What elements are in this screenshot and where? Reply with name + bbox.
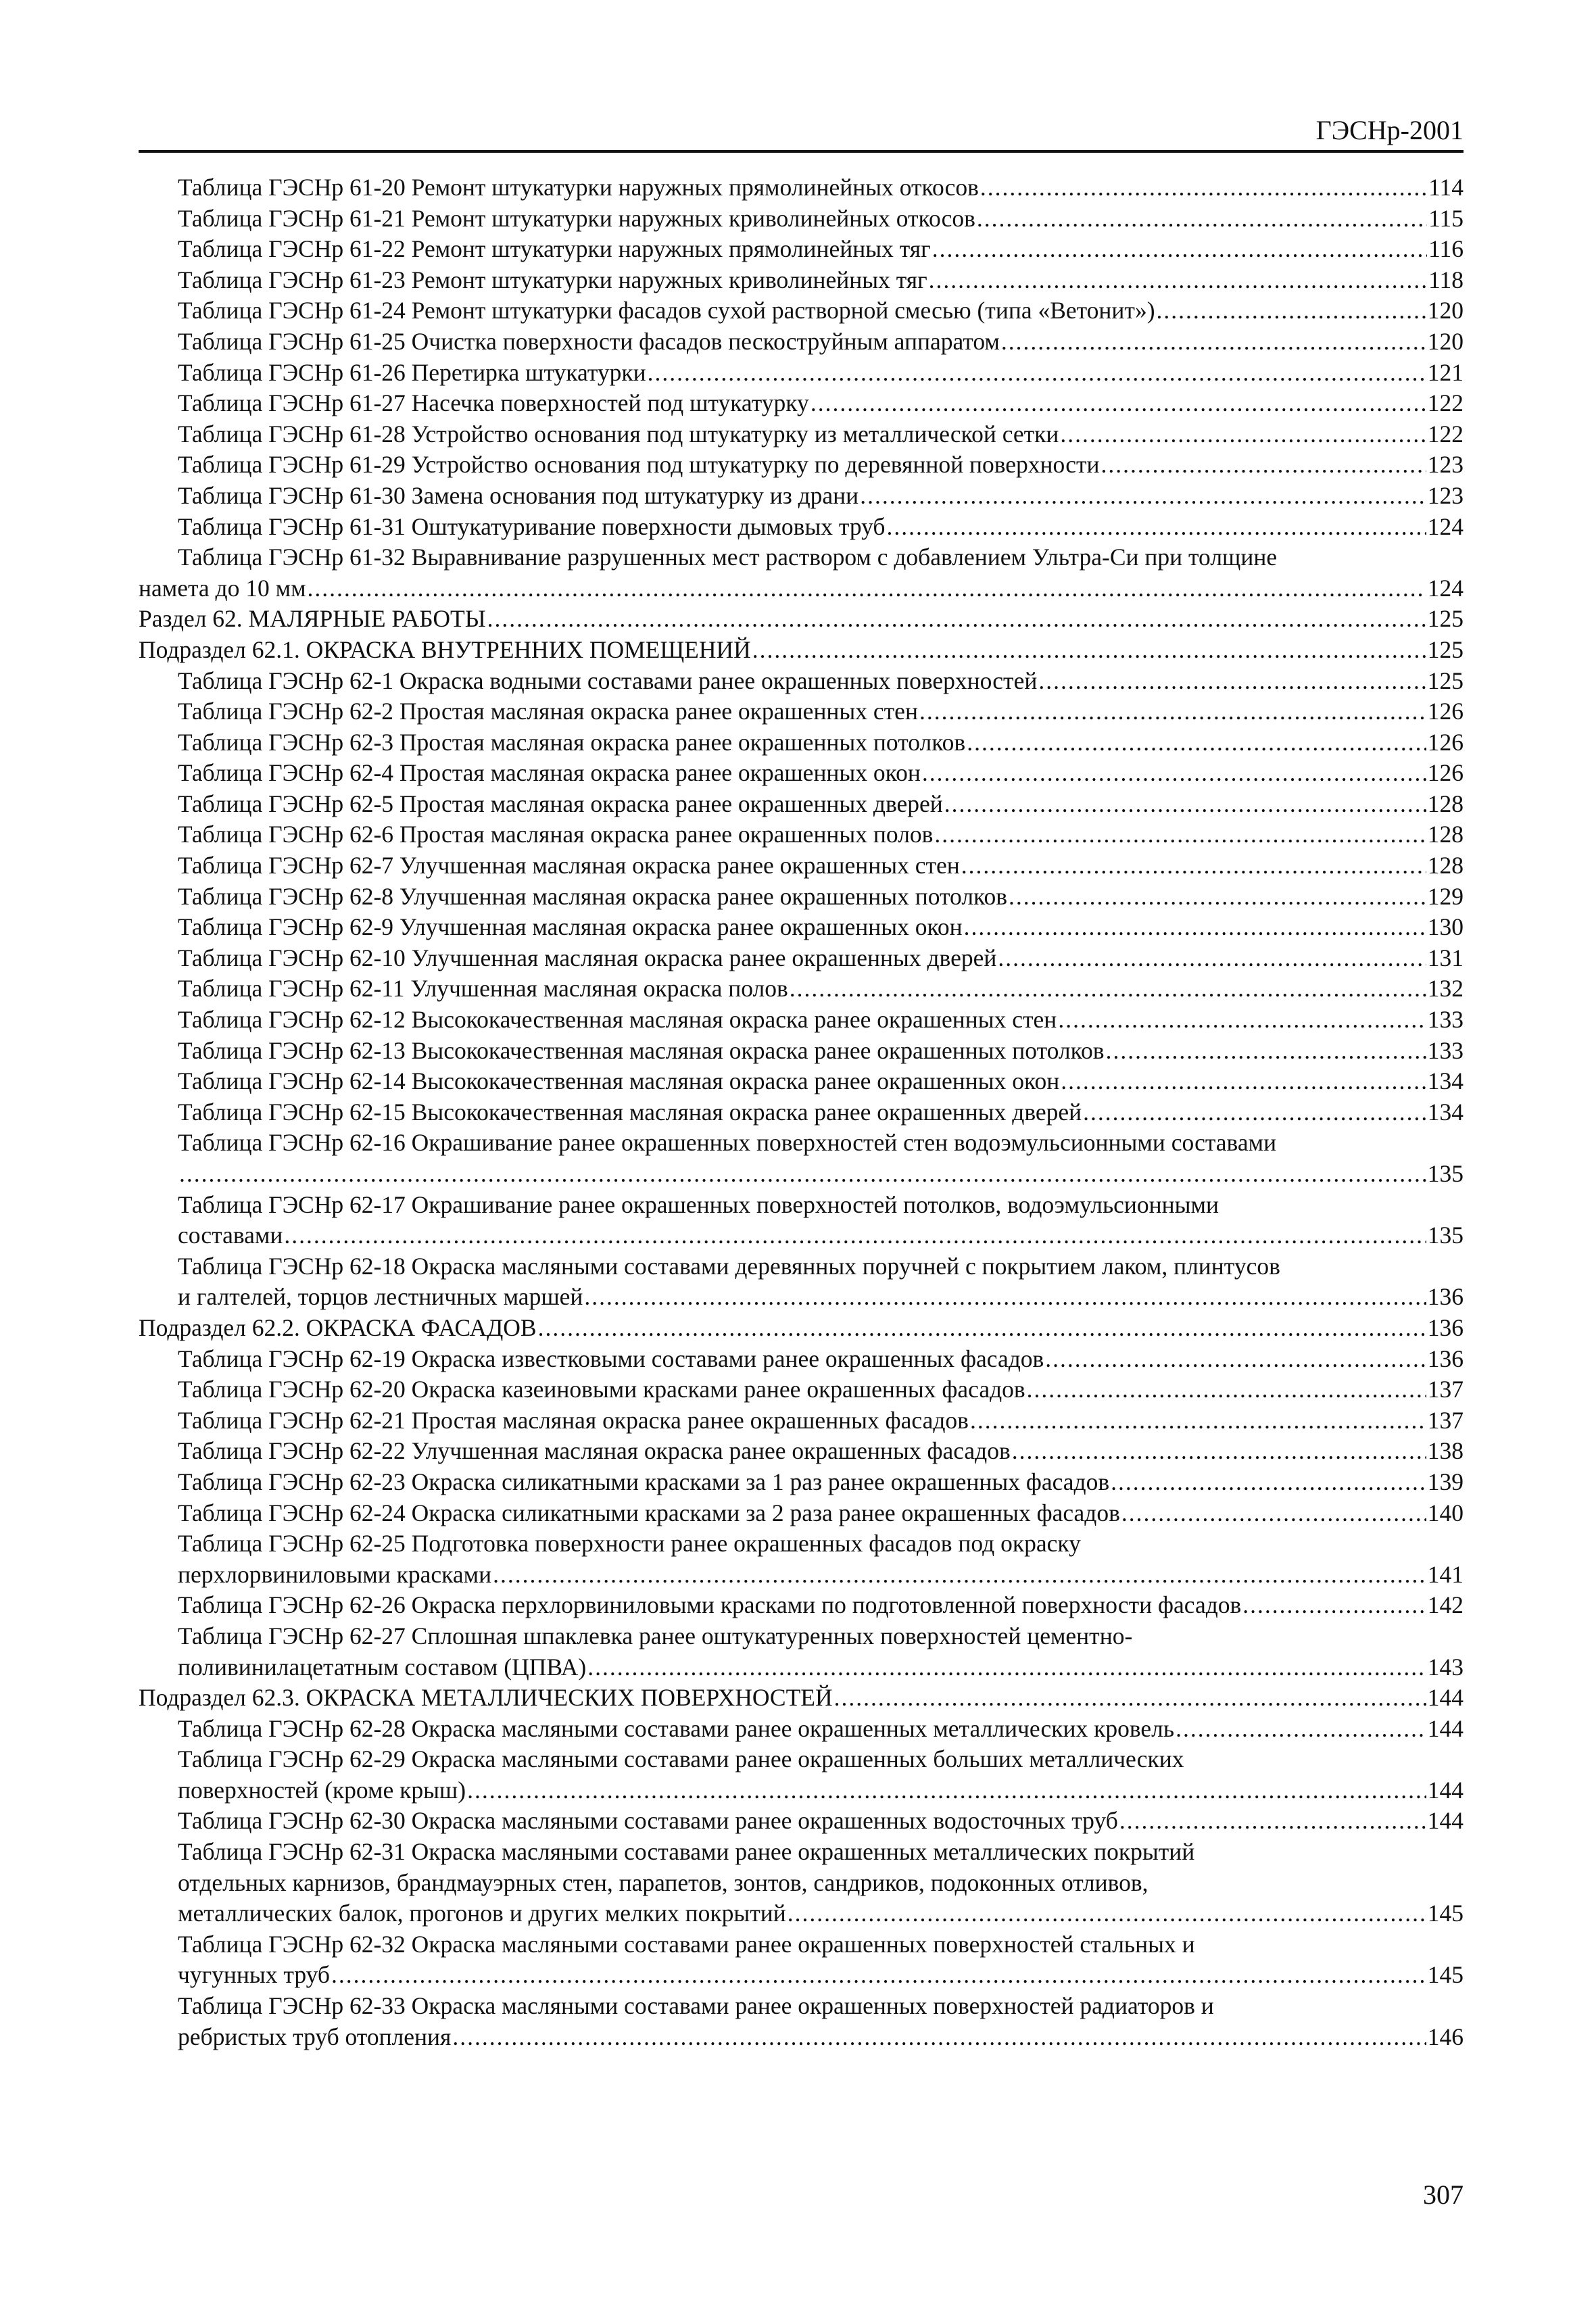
toc-page-number: 129 — [1427, 882, 1464, 910]
toc-entry-text: Таблица ГЭСНр 62-32 Окраска масляными составами ранее окрашенных поверхностей стальных и — [178, 1930, 1195, 1958]
toc-entry-title: Таблица ГЭСНр 61-30 Замена основания под штукатурку из драни — [178, 481, 859, 509]
toc-leader-dots — [1176, 1714, 1426, 1745]
toc-entry-title: Таблица ГЭСНр 62-14 Высококачественная масляная окраска ранее окрашенных окон — [178, 1067, 1060, 1095]
toc-leader-dots — [467, 1775, 1426, 1806]
toc-entry-text: Таблица ГЭСНр 62-33 Окраска масляными составами ранее окрашенных поверхностей радиаторов и — [178, 1992, 1214, 2020]
toc-leader-dots — [919, 696, 1426, 727]
toc-table-entry[interactable] — [139, 234, 1464, 265]
toc-table-entry[interactable] — [139, 1498, 1464, 1529]
toc-entry-title: чугунных труб — [178, 1961, 330, 1989]
toc-table-entry[interactable] — [139, 1374, 1464, 1405]
toc-entry-title: Таблица ГЭСНр 61-20 Ремонт штукатурки наружных прямолинейных откосов — [178, 174, 979, 201]
toc-page-number: 128 — [1427, 790, 1464, 817]
toc-entry-text: Таблица ГЭСНр 62-18 Окраска масляными составами деревянных поручней с покрытием лаком, плинтусов — [178, 1252, 1280, 1280]
toc-leader-dots — [1060, 419, 1426, 450]
toc-leader-dots — [860, 481, 1426, 512]
toc-entry-title: намета до 10 мм — [139, 574, 306, 602]
toc-page-number: 142 — [1427, 1591, 1464, 1619]
toc-leader-dots — [1009, 882, 1426, 913]
toc-leader-dots — [1242, 1590, 1426, 1621]
toc-entry-title: составами — [178, 1222, 283, 1249]
toc-entry-text: Таблица ГЭСНр 62-17 Окрашивание ранее окрашенных поверхностей потолков, водоэмульсионными — [178, 1190, 1219, 1218]
toc-entry-line — [139, 542, 1464, 573]
toc-page-number: 126 — [1427, 728, 1464, 756]
toc-table-entry[interactable] — [139, 1898, 1464, 1929]
toc-entry-title: Таблица ГЭСНр 62-9 Улучшенная масляная окраска ранее окрашенных окон — [178, 913, 963, 941]
toc-entry-title: Таблица ГЭСНр 62-13 Высококачественная масляная окраска ранее окрашенных потолков — [178, 1036, 1105, 1064]
toc-entry-line — [139, 1528, 1464, 1560]
toc-page-number: 115 — [1428, 204, 1464, 232]
toc-leader-dots — [331, 1960, 1426, 1991]
toc-page-number: 131 — [1427, 944, 1464, 971]
toc-page-number: 128 — [1427, 852, 1464, 879]
toc-table-entry[interactable] — [139, 419, 1464, 450]
toc-page-number: 144 — [1427, 1714, 1464, 1742]
toc-page-number: 137 — [1427, 1376, 1464, 1403]
toc-leader-dots — [1121, 1498, 1426, 1529]
page-number: 307 — [1423, 2179, 1464, 2210]
toc-table-entry[interactable] — [139, 1282, 1464, 1313]
toc-leader-dots — [1119, 1806, 1426, 1837]
toc-table-entry[interactable] — [139, 882, 1464, 913]
toc-entry-line — [139, 1128, 1464, 1159]
toc-table-entry[interactable] — [139, 1652, 1464, 1683]
toc-entry-title: Таблица ГЭСНр 62-15 Высококачественная масляная окраска ранее окрашенных дверей — [178, 1098, 1082, 1126]
toc-entry-title: Подраздел 62.1. ОКРАСКА ВНУТРЕННИХ ПОМЕЩЕНИЙ — [139, 635, 751, 663]
toc-table-entry[interactable] — [139, 943, 1464, 974]
toc-leader-dots — [1106, 1036, 1426, 1067]
toc-page-number: 128 — [1427, 821, 1464, 848]
toc-leader-dots — [834, 1683, 1426, 1714]
toc-leader-dots — [179, 1159, 1426, 1190]
toc-page-number: 134 — [1427, 1098, 1464, 1126]
toc-entry-line — [139, 1991, 1464, 2022]
toc-leader-dots — [493, 1560, 1426, 1591]
toc-leader-dots — [1012, 1436, 1426, 1467]
toc-table-entry[interactable] — [139, 327, 1464, 358]
toc-leader-dots — [308, 573, 1426, 604]
toc-page-number: 145 — [1427, 1900, 1464, 1927]
toc-leader-dots — [964, 912, 1426, 943]
toc-table-entry[interactable] — [139, 1960, 1464, 1991]
toc-entry-line — [139, 1837, 1464, 1868]
toc-leader-dots — [648, 358, 1426, 389]
toc-entry-title: Таблица ГЭСНр 61-21 Ремонт штукатурки наружных криволинейных откосов — [178, 204, 975, 232]
toc-entry-title: Таблица ГЭСНр 62-8 Улучшенная масляная окраска ранее окрашенных потолков — [178, 882, 1008, 910]
toc-table-entry[interactable] — [139, 265, 1464, 296]
table-of-contents — [139, 172, 1464, 2052]
toc-table-entry[interactable] — [139, 573, 1464, 604]
toc-page-number: 124 — [1427, 574, 1464, 602]
toc-table-entry[interactable] — [139, 1560, 1464, 1591]
toc-section-entry[interactable] — [139, 604, 1464, 635]
toc-leader-dots — [1001, 327, 1426, 358]
toc-leader-dots — [584, 1282, 1426, 1313]
toc-page-number: 123 — [1427, 451, 1464, 479]
toc-table-entry[interactable] — [139, 758, 1464, 789]
toc-leader-dots — [284, 1220, 1426, 1251]
toc-table-entry[interactable] — [139, 295, 1464, 327]
toc-page-number: 120 — [1427, 297, 1464, 324]
toc-entry-title: Таблица ГЭСНр 61-27 Насечка поверхностей под штукатурку — [178, 389, 809, 417]
toc-entry-text: Таблица ГЭСНр 62-31 Окраска масляными составами ранее окрашенных металлических покрытий — [178, 1838, 1195, 1866]
toc-page-number: 145 — [1427, 1961, 1464, 1989]
toc-page-number: 132 — [1427, 975, 1464, 1003]
page-header — [139, 108, 1464, 153]
toc-table-entry[interactable] — [139, 1590, 1464, 1621]
toc-entry-line — [139, 1190, 1464, 1221]
toc-entry-title: Таблица ГЭСНр 62-3 Простая масляная окраска ранее окрашенных потолков — [178, 728, 966, 756]
toc-page-number: 123 — [1427, 481, 1464, 509]
toc-page-number: 136 — [1427, 1313, 1464, 1341]
toc-table-entry[interactable] — [139, 819, 1464, 850]
toc-table-entry[interactable] — [139, 1405, 1464, 1437]
toc-table-entry[interactable] — [139, 912, 1464, 943]
toc-table-entry[interactable] — [139, 1097, 1464, 1128]
toc-page-number: 136 — [1427, 1283, 1464, 1311]
toc-entry-title: Таблица ГЭСНр 61-29 Устройство основания под штукатурку по деревянной поверхности — [178, 451, 1100, 479]
toc-table-entry[interactable] — [139, 172, 1464, 203]
toc-table-entry[interactable] — [139, 1066, 1464, 1097]
toc-page-number: 125 — [1427, 667, 1464, 694]
toc-table-entry[interactable] — [139, 358, 1464, 389]
toc-entry-title: Таблица ГЭСНр 61-28 Устройство основания под штукатурку из металлической сетки — [178, 420, 1059, 448]
toc-table-entry[interactable] — [139, 1159, 1464, 1190]
toc-page-number: 144 — [1427, 1807, 1464, 1835]
toc-page-number: 146 — [1427, 2023, 1464, 2050]
toc-entry-title: Таблица ГЭСНр 62-7 Улучшенная масляная окраска ранее окрашенных стен — [178, 852, 960, 879]
toc-page-number: 144 — [1427, 1776, 1464, 1804]
toc-page-number: 121 — [1427, 358, 1464, 386]
toc-entry-title: Таблица ГЭСНр 61-24 Ремонт штукатурки фасадов сухой растворной смесью (типа «Ветонит») — [178, 297, 1155, 324]
toc-table-entry[interactable] — [139, 203, 1464, 235]
toc-page-number: 135 — [1427, 1160, 1464, 1187]
toc-entry-line — [139, 1251, 1464, 1282]
toc-page-number: 134 — [1427, 1067, 1464, 1095]
toc-leader-dots — [1111, 1467, 1426, 1498]
toc-entry-title: поверхностей (кроме крыш) — [178, 1776, 466, 1804]
header-title: ГЭСНр-2001 — [1315, 115, 1464, 145]
toc-entry-line — [139, 1621, 1464, 1652]
toc-table-entry[interactable] — [139, 1806, 1464, 1837]
toc-leader-dots — [944, 789, 1426, 820]
toc-page-number: 122 — [1427, 420, 1464, 448]
toc-table-entry[interactable] — [139, 2022, 1464, 2053]
toc-leader-dots — [932, 234, 1427, 265]
toc-entry-title: Таблица ГЭСНр 62-23 Окраска силикатными красками за 1 раз ранее окрашенных фасадов — [178, 1468, 1110, 1495]
toc-page-number: 140 — [1427, 1499, 1464, 1526]
toc-entry-text: Таблица ГЭСНр 62-27 Сплошная шпаклевка ранее оштукатуренных поверхностей цементно- — [178, 1622, 1133, 1649]
toc-entry-title: перхлорвиниловыми красками — [178, 1560, 492, 1588]
toc-leader-dots — [967, 727, 1426, 758]
toc-table-entry[interactable] — [139, 850, 1464, 882]
toc-entry-title: Таблица ГЭСНр 62-2 Простая масляная окраска ранее окрашенных стен — [178, 698, 918, 725]
toc-table-entry[interactable] — [139, 696, 1464, 727]
toc-leader-dots — [1038, 666, 1426, 697]
toc-entry-title: Таблица ГЭСНр 62-28 Окраска масляными составами ранее окрашенных металлических кровель — [178, 1714, 1175, 1742]
toc-entry-title: Таблица ГЭСНр 62-4 Простая масляная окраска ранее окрашенных окон — [178, 759, 921, 787]
toc-page-number: 133 — [1427, 1006, 1464, 1034]
toc-leader-dots — [790, 973, 1426, 1005]
toc-page-number: 118 — [1428, 266, 1464, 293]
toc-leader-dots — [977, 203, 1427, 235]
toc-table-entry[interactable] — [139, 973, 1464, 1005]
toc-page-number: 137 — [1427, 1406, 1464, 1434]
toc-table-entry[interactable] — [139, 1714, 1464, 1745]
toc-entry-title: Подраздел 62.2. ОКРАСКА ФАСАДОВ — [139, 1313, 537, 1341]
toc-table-entry[interactable] — [139, 481, 1464, 512]
toc-leader-dots — [811, 388, 1426, 419]
toc-leader-dots — [1061, 1066, 1426, 1097]
toc-table-entry[interactable] — [139, 1005, 1464, 1036]
toc-entry-title: Таблица ГЭСНр 62-11 Улучшенная масляная окраска полов — [178, 975, 788, 1003]
toc-leader-dots — [1058, 1005, 1426, 1036]
toc-leader-dots — [1027, 1374, 1426, 1405]
toc-section-entry[interactable] — [139, 635, 1464, 666]
toc-leader-dots — [1101, 450, 1426, 481]
toc-page-number: 143 — [1427, 1653, 1464, 1681]
toc-entry-title: и галтелей, торцов лестничных маршей — [178, 1283, 583, 1311]
toc-page-number: 122 — [1427, 389, 1464, 417]
toc-table-entry[interactable] — [139, 450, 1464, 481]
toc-entry-title: Таблица ГЭСНр 62-24 Окраска силикатными красками за 2 раза ранее окрашенных фасадов — [178, 1499, 1120, 1526]
toc-page-number: 133 — [1427, 1036, 1464, 1064]
toc-page-number: 126 — [1427, 759, 1464, 787]
toc-entry-text: Таблица ГЭСНр 62-25 Подготовка поверхности ранее окрашенных фасадов под окраску — [178, 1530, 1081, 1558]
toc-table-entry[interactable] — [139, 789, 1464, 820]
toc-entry-title: Таблица ГЭСНр 62-1 Окраска водными составами ранее окрашенных поверхностей — [178, 667, 1038, 694]
toc-entry-title: поливинилацетатным составом (ЦПВА) — [178, 1653, 587, 1681]
toc-leader-dots — [538, 1313, 1426, 1344]
toc-page-number: 125 — [1427, 605, 1464, 633]
toc-page-number: 130 — [1427, 913, 1464, 941]
toc-leader-dots — [788, 1898, 1426, 1929]
toc-table-entry[interactable] — [139, 666, 1464, 697]
toc-entry-title: Таблица ГЭСНр 61-26 Перетирка штукатурки — [178, 358, 646, 386]
toc-entry-title: Таблица ГЭСНр 61-23 Ремонт штукатурки наружных криволинейных тяг — [178, 266, 927, 293]
toc-leader-dots — [934, 819, 1426, 850]
toc-entry-title: Таблица ГЭСНр 62-19 Окраска известковыми составами ранее окрашенных фасадов — [178, 1345, 1044, 1372]
toc-table-entry[interactable] — [139, 1775, 1464, 1806]
toc-entry-title: ребристых труб отопления — [178, 2023, 452, 2050]
toc-leader-dots — [970, 1405, 1426, 1437]
toc-leader-dots — [980, 172, 1427, 203]
toc-table-entry[interactable] — [139, 727, 1464, 758]
toc-entry-line — [139, 1929, 1464, 1960]
toc-page-number: 125 — [1427, 635, 1464, 663]
toc-entry-title: Подраздел 62.3. ОКРАСКА МЕТАЛЛИЧЕСКИХ ПОВЕРХНОСТЕЙ — [139, 1684, 833, 1712]
toc-entry-text: Таблица ГЭСНр 62-29 Окраска масляными составами ранее окрашенных больших металлических — [178, 1745, 1184, 1773]
toc-page-number: 120 — [1427, 327, 1464, 355]
toc-leader-dots — [961, 850, 1426, 882]
toc-leader-dots — [922, 758, 1426, 789]
toc-leader-dots — [487, 604, 1426, 635]
toc-entry-title: Таблица ГЭСНр 62-30 Окраска масляными составами ранее окрашенных водосточных труб — [178, 1807, 1118, 1835]
toc-section-entry[interactable] — [139, 1313, 1464, 1344]
toc-table-entry[interactable] — [139, 1436, 1464, 1467]
toc-entry-title: Таблица ГЭСНр 61-22 Ремонт штукатурки наружных прямолинейных тяг — [178, 235, 931, 263]
toc-entry-title: Таблица ГЭСНр 62-22 Улучшенная масляная окраска ранее окрашенных фасадов — [178, 1437, 1011, 1465]
toc-page-number: 114 — [1428, 174, 1464, 201]
toc-page-number: 116 — [1428, 235, 1464, 263]
toc-page-number: 135 — [1427, 1222, 1464, 1249]
toc-entry-line — [139, 1868, 1464, 1899]
toc-entry-title: Таблица ГЭСНр 62-12 Высококачественная масляная окраска ранее окрашенных стен — [178, 1006, 1057, 1034]
toc-entry-title: Таблица ГЭСНр 62-21 Простая масляная окраска ранее окрашенных фасадов — [178, 1406, 969, 1434]
toc-page-number: 136 — [1427, 1345, 1464, 1372]
toc-entry-title: Таблица ГЭСНр 62-10 Улучшенная масляная окраска ранее окрашенных дверей — [178, 944, 997, 971]
toc-entry-title: Таблица ГЭСНр 61-25 Очистка поверхности фасадов пескоструйным аппаратом — [178, 327, 1000, 355]
toc-page-number: 144 — [1427, 1684, 1464, 1712]
toc-leader-dots — [452, 2022, 1426, 2053]
toc-page-number: 138 — [1427, 1437, 1464, 1465]
toc-entry-title: металлических балок, прогонов и других мелких покрытий — [178, 1900, 786, 1927]
toc-table-entry[interactable] — [139, 1467, 1464, 1498]
toc-entry-title: Таблица ГЭСНр 62-26 Окраска перхлорвиниловыми красками по подготовленной поверхности фасадов — [178, 1591, 1242, 1619]
toc-entry-line — [139, 1744, 1464, 1775]
toc-entry-title: Таблица ГЭСНр 61-31 Оштукатуривание поверхности дымовых труб — [178, 512, 886, 540]
toc-entry-text: отдельных карнизов, брандмауэрных стен, парапетов, зонтов, сандриков, подоконных отливов, — [178, 1868, 1148, 1896]
toc-page-number: 124 — [1427, 512, 1464, 540]
toc-table-entry[interactable] — [139, 1220, 1464, 1251]
toc-entry-title: Таблица ГЭСНр 62-5 Простая масляная окраска ранее окрашенных дверей — [178, 790, 943, 817]
toc-entry-title: Таблица ГЭСНр 62-20 Окраска казеиновыми красками ранее окрашенных фасадов — [178, 1376, 1025, 1403]
toc-section-entry[interactable] — [139, 1683, 1464, 1714]
toc-leader-dots — [998, 943, 1426, 974]
toc-leader-dots — [1083, 1097, 1426, 1128]
toc-leader-dots — [587, 1652, 1426, 1683]
toc-page-number: 139 — [1427, 1468, 1464, 1495]
toc-page-number: 126 — [1427, 698, 1464, 725]
toc-table-entry[interactable] — [139, 1344, 1464, 1375]
toc-leader-dots — [887, 512, 1426, 543]
toc-table-entry[interactable] — [139, 388, 1464, 419]
toc-leader-dots — [1157, 295, 1426, 327]
toc-page-number: 141 — [1427, 1560, 1464, 1588]
toc-table-entry[interactable] — [139, 512, 1464, 543]
toc-entry-text: Таблица ГЭСНр 61-32 Выравнивание разрушенных мест раствором с добавлением Ультра-Си при толщине — [178, 544, 1278, 571]
toc-leader-dots — [1045, 1344, 1426, 1375]
toc-entry-title: Таблица ГЭСНр 62-6 Простая масляная окраска ранее окрашенных полов — [178, 821, 934, 848]
toc-leader-dots — [929, 265, 1427, 296]
toc-entry-title: Раздел 62. МАЛЯРНЫЕ РАБОТЫ — [139, 605, 486, 633]
toc-table-entry[interactable] — [139, 1036, 1464, 1067]
toc-leader-dots — [752, 635, 1426, 666]
toc-entry-text: Таблица ГЭСНр 62-16 Окрашивание ранее окрашенных поверхностей стен водоэмульсионными составами — [178, 1129, 1277, 1157]
